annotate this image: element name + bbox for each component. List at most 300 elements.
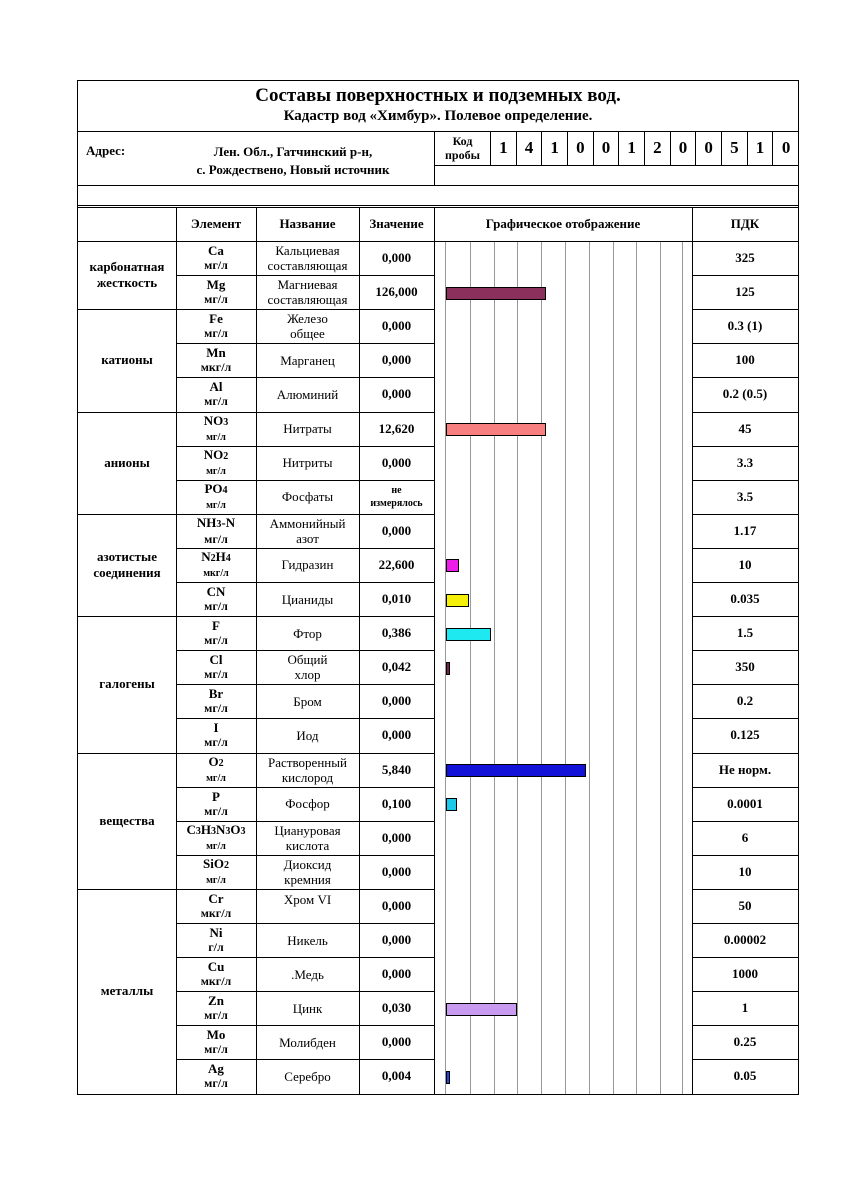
substance-name-text xyxy=(287,311,328,341)
pdk-value-text: 0.3 (1) xyxy=(727,318,763,334)
page-title: Составы поверхностных и подземных вод. xyxy=(255,85,621,106)
separator xyxy=(78,205,798,206)
element-symbol: Zn xyxy=(208,993,224,1009)
measured-value-text: 0,004 xyxy=(381,1068,412,1084)
element-unit: мг/л xyxy=(204,326,228,341)
title-block xyxy=(78,81,798,132)
measured-value-text: 126,000 xyxy=(375,284,418,300)
substance-name xyxy=(256,991,359,1025)
element-cell xyxy=(176,957,256,991)
element-cell xyxy=(176,480,256,514)
header-element xyxy=(176,207,256,241)
element-symbol: Mo xyxy=(206,1027,226,1043)
element-cell xyxy=(176,991,256,1025)
measured-value-text: 0,030 xyxy=(381,1000,412,1016)
substance-name xyxy=(256,787,359,821)
group-label xyxy=(78,616,176,752)
measured-value-line-1: не xyxy=(391,484,402,496)
substance-name-text xyxy=(284,892,331,907)
pdk-value-text: 1 xyxy=(741,1000,749,1016)
measured-value xyxy=(359,275,434,309)
sample-code-digit: 0 xyxy=(781,138,791,157)
measured-value xyxy=(359,718,434,752)
measured-value-text: 0,000 xyxy=(381,1034,412,1050)
substance-name-line-1: Гидразин xyxy=(281,557,334,573)
graph-gridline xyxy=(541,242,542,1094)
graph-gridline xyxy=(660,242,661,1094)
pdk-value-text: Не норм. xyxy=(718,761,772,777)
value-bar xyxy=(446,287,546,300)
measured-value xyxy=(359,241,434,275)
element-cell xyxy=(176,616,256,650)
substance-name-text xyxy=(293,694,321,709)
measured-value-text: 0,000 xyxy=(381,352,412,368)
element-symbol: Al xyxy=(209,379,223,395)
sample-code-box xyxy=(434,131,799,166)
value-bar xyxy=(446,628,491,641)
substance-name-text xyxy=(282,455,332,470)
substance-name-text xyxy=(285,796,329,811)
substance-name-line-2: кремния xyxy=(284,871,331,887)
pdk-value xyxy=(692,514,798,548)
element-unit: мг/л xyxy=(206,465,226,477)
measured-value-text: 0,000 xyxy=(381,318,412,334)
substance-name-text xyxy=(268,277,348,307)
substance-name-text xyxy=(288,652,328,682)
substance-name-line-1: Магниевая xyxy=(277,277,338,293)
substance-name xyxy=(256,582,359,616)
pdk-value-text: 6 xyxy=(741,829,749,845)
element-unit: мг/л xyxy=(204,667,228,682)
substance-name xyxy=(256,275,359,309)
element-cell xyxy=(176,889,256,923)
row-divider xyxy=(176,1094,434,1095)
address-value xyxy=(158,143,428,179)
element-symbol: N2H4 xyxy=(201,548,231,564)
substance-name xyxy=(256,821,359,855)
pdk-value-text: 10 xyxy=(738,863,752,879)
substance-name xyxy=(256,855,359,889)
pdk-value xyxy=(692,718,798,752)
group-label-line-1: металлы xyxy=(100,983,154,999)
address-block xyxy=(78,131,798,185)
measured-value xyxy=(359,343,434,377)
sample-code-digit: 0 xyxy=(671,131,697,165)
measured-value xyxy=(359,1025,434,1059)
group-divider xyxy=(78,1094,176,1095)
graph-gridline xyxy=(470,242,471,1094)
graph-gridline xyxy=(589,242,590,1094)
substance-name xyxy=(256,753,359,787)
measured-value-text: 0,000 xyxy=(381,727,412,743)
substance-name-text xyxy=(293,626,322,641)
substance-name-text xyxy=(291,967,324,982)
pdk-value xyxy=(692,855,798,889)
substance-name-line-1: Никель xyxy=(287,932,328,948)
substance-name-line-1: Марганец xyxy=(280,352,335,368)
substance-name-line-2: хлор xyxy=(294,667,321,683)
element-unit: мг/л xyxy=(204,1042,228,1057)
substance-name xyxy=(256,616,359,650)
substance-name xyxy=(256,718,359,752)
pdk-value xyxy=(692,309,798,343)
measured-value-text: 0,386 xyxy=(381,625,412,641)
sample-code-digit: 4 xyxy=(517,131,543,165)
pdk-value xyxy=(692,412,798,446)
substance-name xyxy=(256,923,359,957)
header-name-text: Название xyxy=(279,216,336,231)
pdk-value-text: 0.2 (0.5) xyxy=(722,386,768,402)
group-label-text xyxy=(93,549,160,581)
element-unit: мг/л xyxy=(204,1076,228,1091)
pdk-value xyxy=(692,889,798,923)
measured-value xyxy=(359,446,434,480)
substance-name-line-1: Фосфор xyxy=(285,796,330,812)
pdk-value-text: 10 xyxy=(738,556,752,572)
pdk-value-text: 0.05 xyxy=(733,1068,757,1084)
value-bar xyxy=(446,764,586,777)
sample-code-underbox xyxy=(434,165,799,185)
element-cell xyxy=(176,923,256,957)
pdk-value-text: 1.17 xyxy=(733,522,757,538)
page-subtitle: Кадастр вод «Химбур». Полевое определение. xyxy=(283,108,593,124)
pdk-value-text: 3.5 xyxy=(736,488,754,504)
measured-value xyxy=(359,480,434,514)
group-label xyxy=(78,889,176,1094)
pdk-value xyxy=(692,957,798,991)
element-unit: мг/л xyxy=(206,499,226,511)
measured-value xyxy=(359,514,434,548)
substance-name-text xyxy=(282,489,333,504)
element-cell xyxy=(176,377,256,411)
element-symbol: NO3 xyxy=(203,412,229,428)
group-label-line-1: катионы xyxy=(101,352,153,368)
measured-value-text: 0,010 xyxy=(381,591,412,607)
substance-name-line-2: кислород xyxy=(281,769,334,785)
substance-name-line-2: азот xyxy=(296,530,319,546)
element-symbol: P xyxy=(212,788,220,804)
measured-value xyxy=(359,616,434,650)
substance-name-line-1: Иод xyxy=(296,727,319,743)
element-cell xyxy=(176,548,256,582)
measured-value xyxy=(359,548,434,582)
element-cell xyxy=(176,753,256,787)
substance-name-line-1: Растворенный xyxy=(268,754,347,770)
pdk-value-text: 125 xyxy=(735,284,755,300)
substance-name-line-2: общее xyxy=(290,326,325,342)
element-symbol: O2 xyxy=(208,753,224,769)
substance-name-text xyxy=(284,857,332,887)
element-cell xyxy=(176,718,256,752)
substance-name xyxy=(256,446,359,480)
measured-value-text: 5,840 xyxy=(381,761,412,777)
element-symbol: Ag xyxy=(208,1061,224,1077)
header-name xyxy=(256,207,359,241)
pdk-value xyxy=(692,1059,798,1093)
substance-name-text xyxy=(279,1035,336,1050)
measured-value xyxy=(359,889,434,923)
group-label-line-2: соединения xyxy=(93,564,161,580)
value-bar xyxy=(446,559,459,572)
group-label-text xyxy=(101,352,152,368)
pdk-value-text: 45 xyxy=(738,420,752,436)
pdk-value-text: 0.25 xyxy=(733,1034,757,1050)
substance-name-text xyxy=(270,516,346,546)
element-symbol: Ca xyxy=(208,243,224,259)
element-symbol: I xyxy=(213,720,219,736)
graph-area xyxy=(445,242,683,1094)
substance-name-line-1: Молибден xyxy=(279,1034,336,1050)
measured-value-text: 0,000 xyxy=(381,522,412,538)
measured-value-text: 0,042 xyxy=(381,659,412,675)
measured-value xyxy=(359,377,434,411)
pdk-value xyxy=(692,991,798,1025)
element-cell xyxy=(176,275,256,309)
element-unit: мкг/л xyxy=(203,567,229,579)
pdk-value xyxy=(692,446,798,480)
header-value-text: Значение xyxy=(369,216,424,231)
measured-value-text: 22,600 xyxy=(378,556,415,572)
substance-name-line-1: Кальциевая xyxy=(275,243,340,259)
pdk-value xyxy=(692,650,798,684)
group-label-line-1: вещества xyxy=(99,812,155,828)
sample-code-digit: 0 xyxy=(568,131,594,165)
pdk-value xyxy=(692,548,798,582)
element-cell xyxy=(176,582,256,616)
element-symbol: Cr xyxy=(208,890,224,906)
element-symbol: CN xyxy=(206,584,226,600)
substance-name-line-1: Нитраты xyxy=(283,421,332,437)
sample-code-digit: 0 xyxy=(594,131,620,165)
measured-value xyxy=(359,957,434,991)
group-label-text xyxy=(101,983,154,999)
pdk-value xyxy=(692,241,798,275)
row-divider xyxy=(692,1094,798,1095)
graph-gridline xyxy=(494,242,495,1094)
substance-name-text xyxy=(274,823,340,853)
measured-value xyxy=(359,309,434,343)
measured-value xyxy=(359,650,434,684)
element-symbol: NH3-N xyxy=(196,514,236,530)
substance-name-line-1: Цианиды xyxy=(281,591,334,607)
graph-gridline xyxy=(517,242,518,1094)
header-graph-text: Графическое отображение xyxy=(485,216,641,231)
substance-name-line-1: Алюминий xyxy=(276,386,339,402)
pdk-value-text: 50 xyxy=(738,897,752,913)
measured-value xyxy=(359,991,434,1025)
element-unit: мг/л xyxy=(206,431,226,443)
pdk-value-text: 0.00002 xyxy=(723,932,767,948)
element-symbol: F xyxy=(212,618,220,634)
substance-name-line-2: составляющая xyxy=(267,292,348,308)
group-label-line-1: карбонатная xyxy=(89,259,165,275)
graph-gridline xyxy=(613,242,614,1094)
element-symbol: C3H3N3O3 xyxy=(186,821,246,837)
pdk-value-text: 350 xyxy=(735,659,755,675)
group-label-text xyxy=(99,676,154,692)
substance-name-line-1: Бром xyxy=(293,693,322,709)
separator xyxy=(78,185,798,186)
substance-name-line-1: Железо xyxy=(287,311,328,327)
graph-gridline xyxy=(636,242,637,1094)
element-unit: мг/л xyxy=(204,258,228,273)
group-label-text xyxy=(104,455,150,471)
substance-name-line-1: Диоксид xyxy=(283,856,332,872)
substance-name-text xyxy=(268,755,347,785)
substance-name-line-1: Нитриты xyxy=(282,455,333,471)
measured-value xyxy=(359,1059,434,1093)
substance-name xyxy=(256,650,359,684)
pdk-value-text: 0.035 xyxy=(730,591,760,607)
substance-name-text xyxy=(282,557,334,572)
header-element-text: Элемент xyxy=(190,216,242,231)
element-unit: мг/л xyxy=(204,633,228,648)
pdk-value-text: 1.5 xyxy=(736,625,754,641)
substance-name-line-1: Аммонийный xyxy=(269,515,346,531)
pdk-value-text: 0.0001 xyxy=(727,795,763,811)
group-label-line-1: азотистые xyxy=(97,548,157,564)
measured-value xyxy=(359,787,434,821)
element-unit: г/л xyxy=(208,940,224,955)
substance-name-line-1: .Медь xyxy=(291,966,324,982)
substance-name-text xyxy=(268,243,348,273)
substance-name xyxy=(256,548,359,582)
pdk-value xyxy=(692,1025,798,1059)
pdk-value-text: 0.2 xyxy=(736,693,754,709)
element-symbol: NO2 xyxy=(203,446,229,462)
element-cell xyxy=(176,821,256,855)
element-unit: мг/л xyxy=(204,394,228,409)
measured-value xyxy=(359,582,434,616)
group-label-text xyxy=(99,813,154,829)
pdk-value xyxy=(692,753,798,787)
sample-code-digit: 5 xyxy=(722,131,748,165)
pdk-value xyxy=(692,787,798,821)
substance-name-line-1: Серебро xyxy=(284,1068,331,1084)
pdk-value xyxy=(692,923,798,957)
header-pdk-text: ПДК xyxy=(730,216,760,231)
element-symbol: Mn xyxy=(206,345,226,361)
sample-code-digit: 1 xyxy=(491,131,517,165)
group-label xyxy=(78,753,176,889)
element-cell xyxy=(176,343,256,377)
element-cell xyxy=(176,514,256,548)
measured-value-text: 0,000 xyxy=(381,932,412,948)
substance-name-text xyxy=(296,728,318,743)
sample-code-digit: 1 xyxy=(748,131,774,165)
substance-name-line-1: Фосфаты xyxy=(281,489,334,505)
sample-code-label-line-2: пробы xyxy=(445,148,480,162)
element-symbol: Mg xyxy=(206,277,226,293)
element-cell xyxy=(176,309,256,343)
value-bar xyxy=(446,798,457,811)
element-cell xyxy=(176,855,256,889)
substance-name xyxy=(256,343,359,377)
group-label-text xyxy=(90,259,165,291)
substance-name-text xyxy=(287,933,328,948)
element-symbol: Fe xyxy=(209,311,223,327)
substance-name-text xyxy=(293,1001,323,1016)
sample-code-label-line-1: Код xyxy=(452,134,473,148)
measured-value-text: 12,620 xyxy=(378,420,415,436)
element-symbol: SiO2 xyxy=(203,855,229,871)
substance-name xyxy=(256,480,359,514)
sample-code-digit: 1 xyxy=(542,131,568,165)
address-line-1: Лен. Обл., Гатчинский р-н, xyxy=(213,144,373,159)
substance-name-text xyxy=(277,387,338,402)
measured-value xyxy=(359,684,434,718)
element-unit: мкг/л xyxy=(200,360,232,375)
pdk-value-text: 325 xyxy=(735,250,755,266)
header-graph xyxy=(434,207,692,241)
measured-value-line-2: измерялось xyxy=(370,497,423,509)
substance-name xyxy=(256,889,359,923)
element-unit: мг/л xyxy=(206,874,226,886)
element-symbol: Cu xyxy=(207,959,225,975)
element-cell xyxy=(176,446,256,480)
measured-value-text: 0,000 xyxy=(381,829,412,845)
substance-name-line-2: составляющая xyxy=(267,258,348,274)
group-label-line-2: жесткость xyxy=(96,275,158,291)
element-cell xyxy=(176,241,256,275)
pdk-value xyxy=(692,821,798,855)
pdk-value-text: 0.125 xyxy=(730,727,760,743)
element-symbol: Br xyxy=(208,686,224,702)
substance-name-text xyxy=(283,421,332,436)
value-bar xyxy=(446,423,546,436)
measured-value xyxy=(359,855,434,889)
element-unit: мкг/л xyxy=(200,905,232,920)
measured-value xyxy=(359,753,434,787)
substance-name-line-2: кислота xyxy=(285,837,330,853)
group-label-line-1: галогены xyxy=(99,676,155,692)
measured-value-text: 0,100 xyxy=(381,795,412,811)
substance-name-line-1: Цинк xyxy=(292,1000,323,1016)
measured-value-text: 0,000 xyxy=(381,897,412,913)
substance-name xyxy=(256,241,359,275)
substance-name xyxy=(256,957,359,991)
measured-value-text xyxy=(370,484,422,510)
pdk-value xyxy=(692,616,798,650)
pdk-value xyxy=(692,275,798,309)
measured-value-text: 0,000 xyxy=(381,693,412,709)
sample-code-digit: 2 xyxy=(645,131,671,165)
element-cell xyxy=(176,412,256,446)
value-bar xyxy=(446,662,450,675)
water-composition-sheet xyxy=(77,80,799,1095)
value-bar xyxy=(446,594,469,607)
column-divider xyxy=(434,207,435,1094)
substance-name xyxy=(256,684,359,718)
group-label xyxy=(78,309,176,411)
group-label-line-1: анионы xyxy=(104,454,150,470)
element-unit: мг/л xyxy=(206,840,226,852)
element-cell xyxy=(176,684,256,718)
element-unit: мг/л xyxy=(204,701,228,716)
measured-value xyxy=(359,821,434,855)
pdk-value-text: 1000 xyxy=(732,966,758,982)
pdk-value xyxy=(692,684,798,718)
measured-value xyxy=(359,923,434,957)
substance-name-line-1: Циануровая xyxy=(274,822,341,838)
group-label xyxy=(78,241,176,309)
measured-value-text: 0,000 xyxy=(381,966,412,982)
element-unit: мг/л xyxy=(204,599,228,614)
element-cell xyxy=(176,650,256,684)
element-unit: мг/л xyxy=(204,735,228,750)
substance-name-line-1: Фтор xyxy=(293,625,322,641)
group-label xyxy=(78,514,176,616)
